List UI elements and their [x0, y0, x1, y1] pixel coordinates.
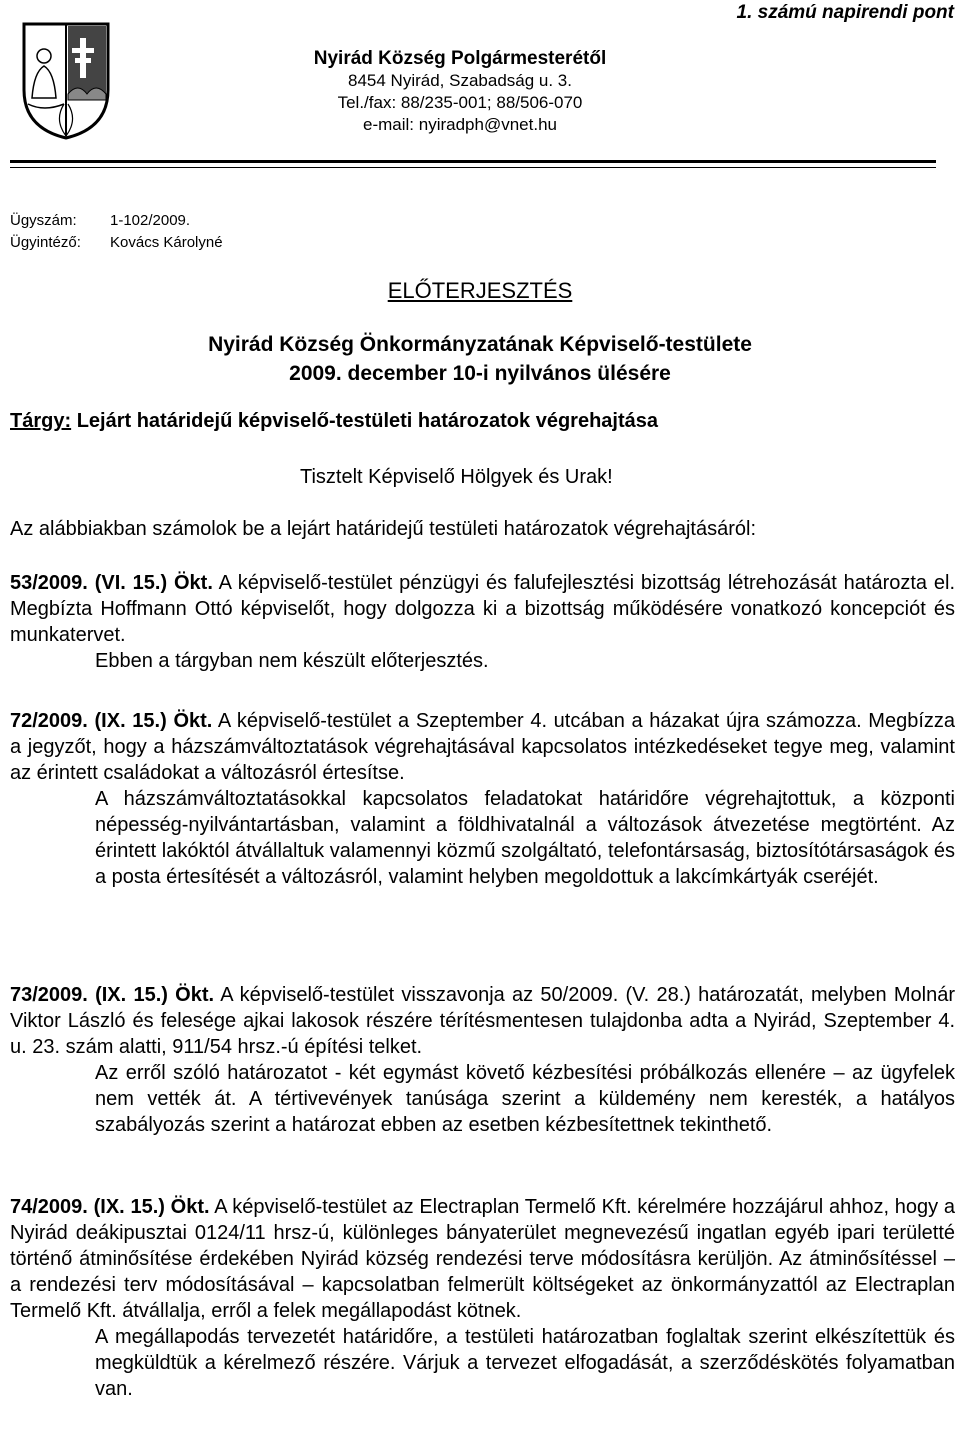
intro-text: Az alábbiakban számolok be a lejárt határidejű testületi határozatok végrehajtásáról:: [10, 518, 756, 540]
resolution-report: Ebben a tárgyban nem készült előterjesztés.: [95, 650, 489, 672]
resolution-53: [10, 570, 955, 674]
resolution-number: 53/2009. (VI. 15.) Ökt.: [10, 572, 213, 594]
resolution-number: 74/2009. (IX. 15.) Ökt.: [10, 1196, 210, 1218]
resolution-74: [10, 1194, 955, 1402]
reference-block: [10, 210, 223, 254]
salutation: Tisztelt Képviselő Hölgyek és Urak!: [300, 466, 613, 488]
resolution-number: 72/2009. (IX. 15.) Ökt.: [10, 710, 213, 732]
email: e-mail: nyiradph@vnet.hu: [363, 115, 557, 134]
clerk-label: Ügyintéző:: [10, 234, 81, 251]
subject-label: Tárgy:: [10, 410, 72, 432]
resolution-72: [10, 708, 955, 890]
resolution-73: [10, 982, 955, 1138]
clerk-name: Kovács Károlyné: [110, 234, 223, 251]
subject-text: Lejárt határidejű képviselő-testületi határozatok végrehajtása: [76, 410, 658, 432]
resolution-text: A képviselő-testület az Electraplan Termelő Kft. kérelmére hozzájárul ahhoz, hogy a Nyirád deákipusztai 0124/11 hrsz-ú, különleges bányaterület megnevezésű ingatlan egyéb ipari területté történő átminősítése érdekében Nyirád község rendezési terve módosításra kerüljön. Az átminősítéssel – a rendezési terv módosításával – kapcsolatban felmerült költségeket az önkormányzattól az Electraplan Termelő Kft. átvállalja, erről a felek megállapodást kötnek.: [10, 1196, 956, 1322]
coat-of-arms-icon: [20, 20, 112, 142]
case-number: 1-102/2009.: [110, 212, 191, 229]
header-divider-thin: [10, 167, 936, 168]
resolution-text: A képviselő-testület pénzügyi és falufejlesztési bizottság létrehozását határozta el. Megbízta Hoffmann Ottó képviselőt, hogy dolgozza ki a bizottság működésére vonatkozó koncepciót és munkatervet.: [10, 572, 956, 646]
document-subtitle: [0, 330, 960, 388]
letterhead: [180, 48, 740, 136]
subject-line: [10, 410, 658, 433]
resolution-report: A házszámváltoztatásokkal kapcsolatos feladatokat határidőre végrehajtottuk, a központi népesség-nyilvántartásban, valamint a földhivatalnál a változások átvezetése megtörtént. Az érintett lakóktól átvállaltuk valamennyi közmű szolgáltató, telefontársaság, biztosítótársaságok és a posta értesítését a változásról, valamint helyben megoldottuk a lakcímkártyák cseréjét.: [95, 788, 955, 888]
header-divider-thick: [10, 160, 936, 163]
resolution-report: A megállapodás tervezetét határidőre, a testületi határozatban foglaltak szerint elkészítettük és megküldtük a kérelmező részére. Várjuk a tervezet elfogadását, a szerződéskötés folyamatban van.: [95, 1326, 955, 1400]
resolution-number: 73/2009. (IX. 15.) Ökt.: [10, 984, 215, 1006]
resolution-text: A képviselő-testület visszavonja az 50/2009. (V. 28.) határozatát, melyben Molnár Viktor László és felesége ajkai lakosok részére térítésmentesen tulajdonba adta a Nyirád, Szeptember 4. u. 23. szám alatti, 911/54 hrsz.-ú építési telket.: [10, 984, 955, 1058]
subtitle-line-2: 2009. december 10-i nyilvános ülésére: [289, 362, 671, 385]
resolution-text: A képviselő-testület a Szeptember 4. utcában a házakat újra számozza. Megbízza a jegyzőt, hogy a házszámváltoztatások végrehajtásával kapcsolatos intézkedéseket tegye meg, valamint az érintett családokat a változásról értesítse.: [10, 710, 956, 784]
agenda-note: 1. számú napirendi pont: [736, 2, 954, 23]
organization-name: Nyirád Község Polgármesterétől: [313, 48, 607, 69]
document-title: ELŐTERJESZTÉS: [387, 278, 573, 303]
address: 8454 Nyirád, Szabadság u. 3.: [348, 71, 572, 90]
resolution-report: Az erről szóló határozatot - két egymást követő kézbesítési próbálkozás ellenére – az ügyfelek nem vették át. A tértivevények tanúsága szerint a küldemény nem keresték, a hatályos szabályozás szerint a határozat ebben az esetben kézbesítettnek tekinthető.: [95, 1062, 955, 1136]
case-number-label: Ügyszám:: [10, 212, 77, 229]
phone: Tel./fax: 88/235-001; 88/506-070: [337, 93, 583, 112]
subtitle-line-1: Nyirád Község Önkormányzatának Képviselő-testülete: [208, 333, 752, 356]
